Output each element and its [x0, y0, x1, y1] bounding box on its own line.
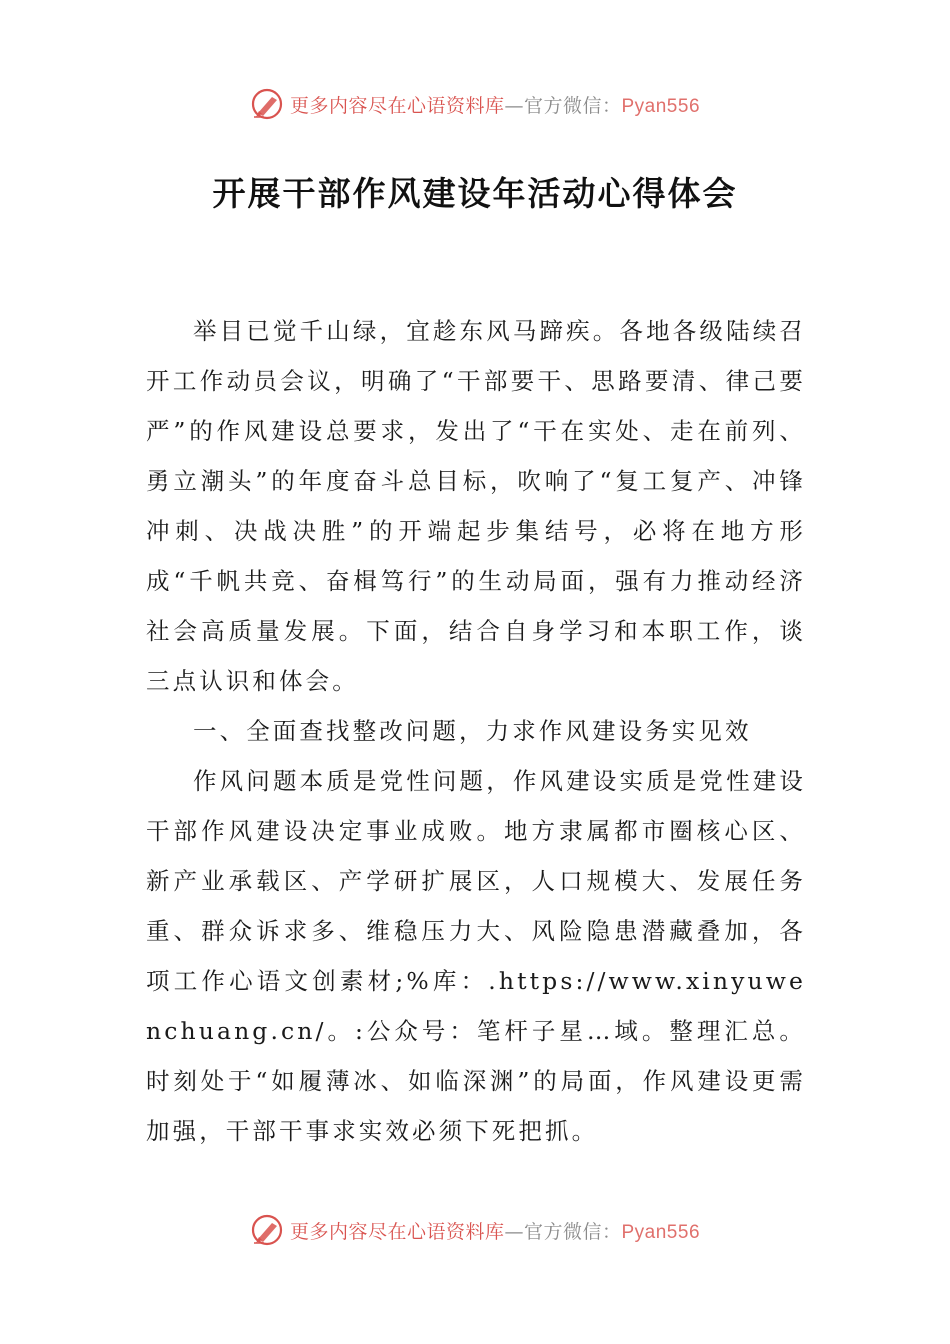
banner-label: 官方微信：: [523, 94, 622, 117]
pen-nib-logo-icon: [250, 87, 284, 121]
document-body: [146, 306, 806, 1156]
banner-wechat-id: Pyan556: [621, 95, 701, 117]
banner-main-text: 更多内容尽在心语资料库: [289, 94, 505, 117]
pen-nib-logo-icon: [250, 1213, 284, 1247]
header-watermark-banner: [0, 84, 950, 124]
intro-paragraph: 举目已觉千山绿，宜趁东风马蹄疾。各地各级陆续召开工作动员会议，明确了“干部要干、思路要清、律己要严”的作风建设总要求，发出了“干在实处、走在前列、勇立潮头”的年度奋斗总目标，吹响了“复工复产、冲锋冲刺、决战决胜”的开端起步集结号，必将在地方形成“千帆共竞、奋楫笃行”的生动局面，强有力推动经济社会高质量发展。下面，结合自身学习和本职工作，谈三点认识和体会。: [146, 317, 806, 695]
banner-main-text: 更多内容尽在心语资料库: [289, 1220, 505, 1243]
banner-dash: —: [504, 94, 524, 117]
banner-label: 官方微信：: [523, 1220, 622, 1243]
banner-dash: —: [504, 1220, 524, 1243]
banner-wechat-id: Pyan556: [621, 1221, 701, 1243]
banner-text: [290, 91, 700, 118]
banner-text: [290, 1217, 700, 1244]
section-heading-1: 一、全面查找整改问题，力求作风建设务实见效: [193, 717, 752, 745]
footer-watermark-banner: [0, 1210, 950, 1250]
section-1-paragraph: 作风问题本质是党性问题，作风建设实质是党性建设干部作风建设决定事业成败。地方隶属都市圈核心区、新产业承载区、产学研扩展区，人口规模大、发展任务重、群众诉求多、维稳压力大、风险隐患潜藏叠加，各项工作心语文创素材;%库：.https://www.xinyuwenchuang.cn/。:公众号：笔杆子星…域。整理汇总。时刻处于“如履薄冰、如临深渊”的局面，作风建设更需加强，干部干事求实效必须下死把抓。: [146, 767, 806, 1145]
document-title: 开展干部作风建设年活动心得体会: [212, 174, 738, 213]
